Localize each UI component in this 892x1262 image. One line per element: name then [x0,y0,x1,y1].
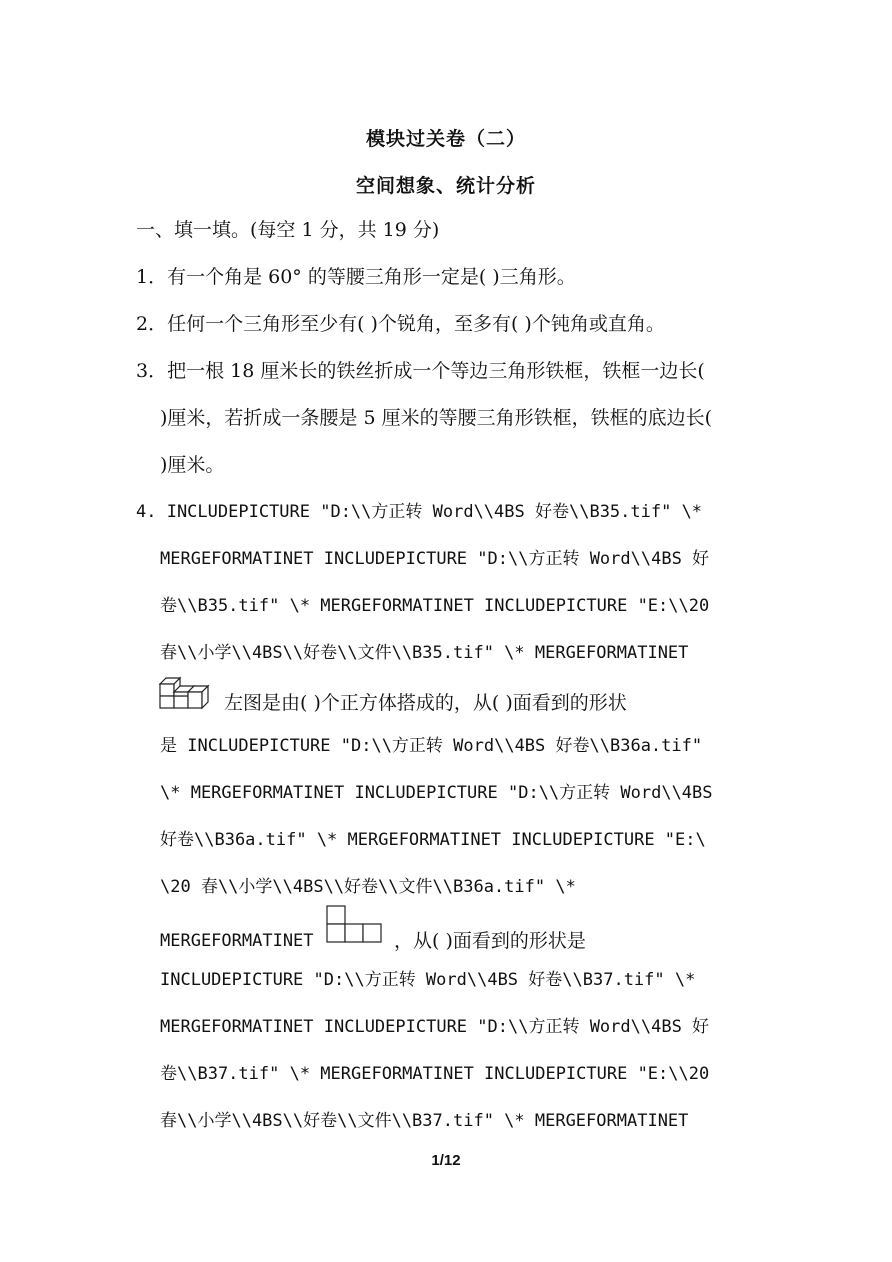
page-title: 模块过关卷（二） [365,128,526,150]
question-3-line-1: 3．把一根 18 厘米长的铁丝折成一个等边三角形铁框，铁框一边长( [136,360,705,382]
question-4-line-5: 左图是由( )个正方体搭成的，从( )面看到的形状 [224,692,627,714]
question-4-line-14: 春\\小学\\4BS\\好卷\\文件\\B37.tif" \* MERGEFORMATINET [160,1111,689,1131]
section-heading: 一、填一填。(每空 1 分，共 19 分) [136,219,440,241]
question-4-line-2: MERGEFORMATINET INCLUDEPICTURE "D:\\方正转 Word\\4BS 好 [160,549,710,569]
question-4-line-10b: ，从( )面看到的形状是 [394,930,586,952]
question-4-line-7: \* MERGEFORMATINET INCLUDEPICTURE "D:\\方正转 Word\\4BS [160,783,713,803]
question-3-line-3: )厘米。 [160,454,225,476]
page-number: 1/12 [431,1152,461,1169]
question-4-line-4: 春\\小学\\4BS\\好卷\\文件\\B35.tif" \* MERGEFORMATINET [160,643,689,663]
question-4-line-6: 是 INCLUDEPICTURE "D:\\方正转 Word\\4BS 好卷\\B36a.tif" [160,736,703,756]
question-4-line-10a: MERGEFORMATINET [160,931,314,951]
question-4-line-11: INCLUDEPICTURE "D:\\方正转 Word\\4BS 好卷\\B37.tif" \* [160,970,696,990]
cube-stack-figure [158,670,220,710]
question-4-line-8: 好卷\\B36a.tif" \* MERGEFORMATINET INCLUDEPICTURE "E:\ [160,830,706,850]
question-4-line-12: MERGEFORMATINET INCLUDEPICTURE "D:\\方正转 Word\\4BS 好 [160,1017,710,1037]
question-4-line-9: \20 春\\小学\\4BS\\好卷\\文件\\B36a.tif" \* [160,877,576,897]
page-subtitle: 空间想象、统计分析 [355,175,536,197]
question-4-line-13: 卷\\B37.tif" \* MERGEFORMATINET INCLUDEPICTURE "E:\\20 [160,1064,710,1084]
question-2: 2．任何一个三角形至少有( )个锐角，至多有( )个钝角或直角。 [136,313,665,335]
question-1: 1．有一个角是 60° 的等腰三角形一定是( )三角形。 [136,266,576,288]
question-3-line-2: )厘米，若折成一条腰是 5 厘米的等腰三角形铁框，铁框的底边长( [160,407,712,429]
view-shape-figure [325,904,387,944]
question-4-line-3: 卷\\B35.tif" \* MERGEFORMATINET INCLUDEPICTURE "E:\\20 [160,596,710,616]
question-4-line-1: 4. INCLUDEPICTURE "D:\\方正转 Word\\4BS 好卷\\B35.tif" \* [136,502,703,522]
